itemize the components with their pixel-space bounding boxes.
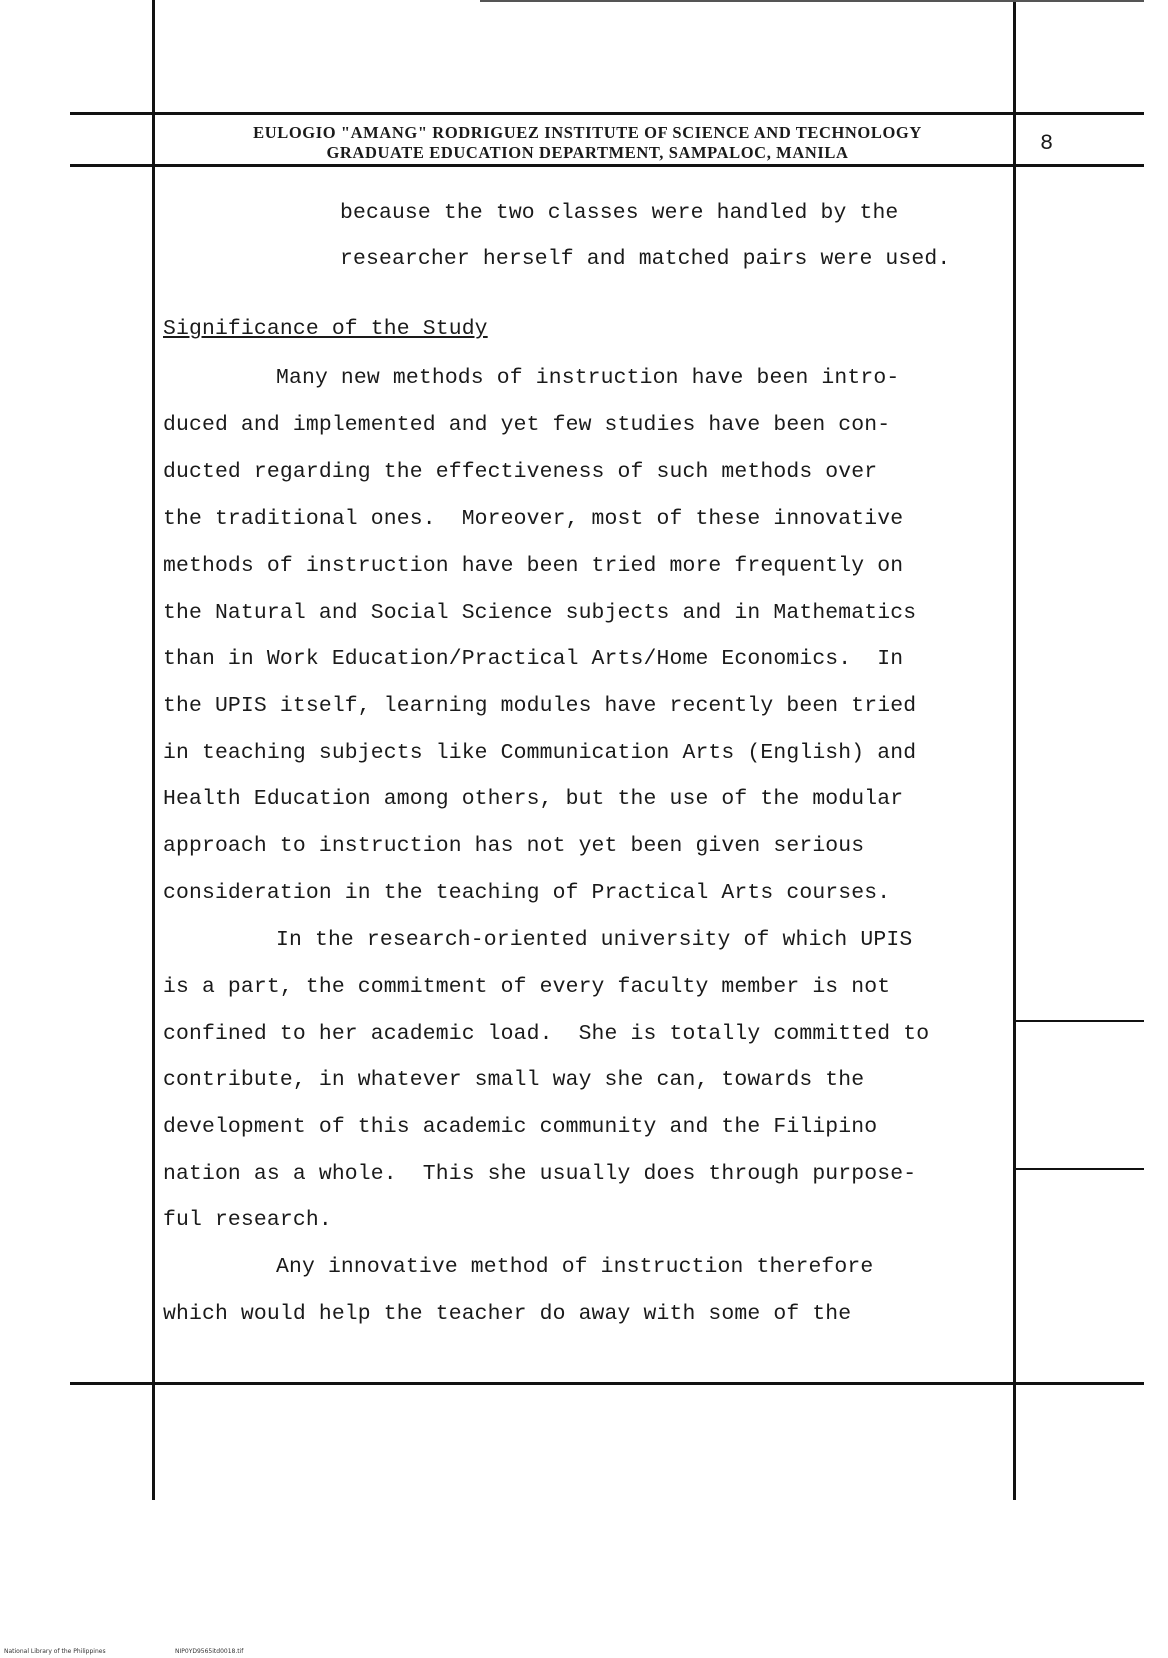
- header-bottom-rule: [70, 164, 1144, 167]
- text-line: the UPIS itself, learning modules have recently been tried: [163, 694, 917, 718]
- text-line: in teaching subjects like Communication Arts (English) and: [163, 741, 917, 765]
- footer-left: National Library of the Philippines: [4, 1648, 106, 1655]
- left-border: [152, 0, 155, 1500]
- top-edge-rule: [480, 0, 1144, 2]
- text-line: researcher herself and matched pairs were used.: [340, 247, 951, 271]
- text-line: consideration in the teaching of Practical Arts courses.: [163, 881, 891, 905]
- text-line: which would help the teacher do away with some of the: [163, 1302, 852, 1326]
- text-line: Many new methods of instruction have been intro-: [276, 366, 900, 390]
- page-number: 8: [1040, 131, 1054, 156]
- text-line: methods of instruction have been tried more frequently on: [163, 554, 904, 578]
- margin-rule-1: [1013, 1020, 1144, 1022]
- footer-right: NIP0YD9565itd0018.tif: [175, 1648, 244, 1655]
- text-line: nation as a whole. This she usually does through purpose-: [163, 1162, 917, 1186]
- text-line: approach to instruction has not yet been given serious: [163, 834, 865, 858]
- text-line: In the research-oriented university of which UPIS: [276, 928, 913, 952]
- text-line: Any innovative method of instruction therefore: [276, 1255, 874, 1279]
- text-line: contribute, in whatever small way she can, towards the: [163, 1068, 865, 1092]
- right-border: [1013, 0, 1016, 1500]
- institution-name: EULOGIO "AMANG" RODRIGUEZ INSTITUTE OF SCIENCE AND TECHNOLOGY: [253, 123, 922, 142]
- text-line: confined to her academic load. She is totally committed to: [163, 1022, 930, 1046]
- text-line: because the two classes were handled by the: [340, 201, 899, 225]
- text-line: development of this academic community and the Filipino: [163, 1115, 878, 1139]
- text-line: Health Education among others, but the use of the modular: [163, 787, 904, 811]
- header-top-rule: [70, 112, 1144, 115]
- text-line: than in Work Education/Practical Arts/Home Economics. In: [163, 647, 904, 671]
- text-line: is a part, the commitment of every faculty member is not: [163, 975, 891, 999]
- text-line: ducted regarding the effectiveness of such methods over: [163, 460, 878, 484]
- text-line: ful research.: [163, 1208, 332, 1232]
- text-line: the Natural and Social Science subjects and in Mathematics: [163, 601, 917, 625]
- text-line: the traditional ones. Moreover, most of these innovative: [163, 507, 904, 531]
- footer-rule: [70, 1382, 1144, 1385]
- text-line: duced and implemented and yet few studies have been con-: [163, 413, 891, 437]
- department-name: GRADUATE EDUCATION DEPARTMENT, SAMPALOC, MANILA: [326, 143, 849, 162]
- section-heading: Significance of the Study: [163, 317, 488, 341]
- margin-rule-2: [1013, 1168, 1144, 1170]
